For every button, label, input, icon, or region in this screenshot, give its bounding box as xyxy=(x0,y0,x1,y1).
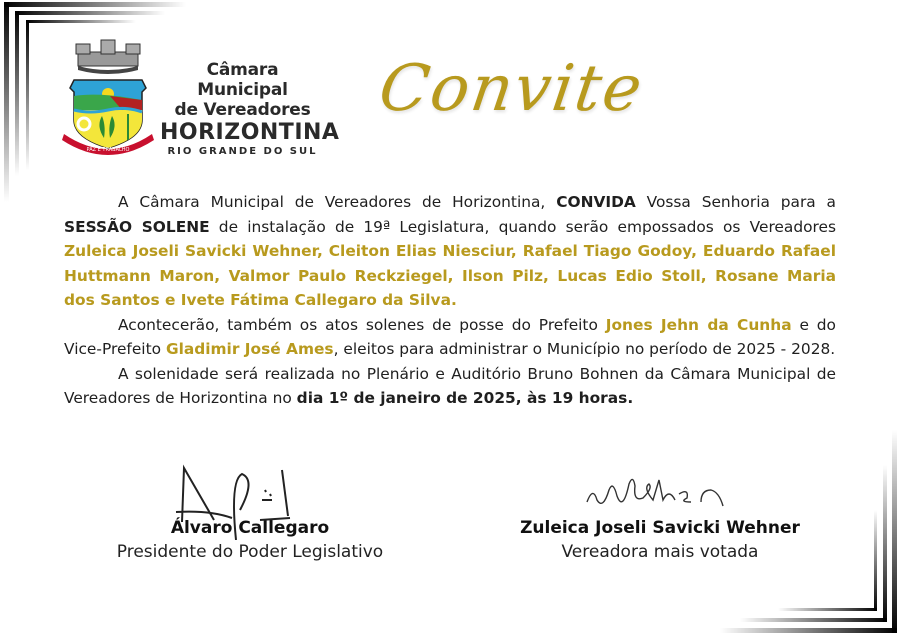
invitation-body xyxy=(64,190,836,411)
signatory-role: Vereadora mais votada xyxy=(561,542,759,562)
councillor-names: Zuleica Joseli Savicki Wehner, Cleiton Elias Niesciur, Rafael Tiago Godoy, Eduardo Rafael Huttmann Maron, Valmor Paulo Reckziegel, Ilson Pilz, Lucas Edio Stoll, Rosane Maria dos Santos e Ivete Fátima Callegaro da Silva. xyxy=(64,242,836,309)
signature-block-councillor xyxy=(505,518,815,562)
event-date-time: dia 1º de janeiro de 2025, às 19 horas. xyxy=(296,389,634,407)
paragraph-inauguration: Acontecerão, também os atos solenes de posse do Prefeito Jones Jehn da Cunha e do Vice-Prefeito Gladimir José Ames, eleitos para administrar o Município no período de 2025 - 2028. xyxy=(64,315,836,358)
organization-name xyxy=(160,60,340,158)
vice-mayor-name: Gladimir José Ames xyxy=(165,340,334,358)
mayor-name: Jones Jehn da Cunha xyxy=(605,315,792,334)
invitation-title: Convite xyxy=(374,52,649,126)
org-line-2: de Vereadores xyxy=(174,100,311,120)
crown-icon xyxy=(76,40,140,74)
org-state: RIO GRANDE DO SUL xyxy=(167,146,318,157)
signatory-name: Álvaro Callegaro xyxy=(170,518,330,538)
signature-block-president xyxy=(90,518,410,562)
session-name: SESSÃO SOLENE xyxy=(64,217,210,236)
coat-of-arms-logo xyxy=(60,38,156,160)
signatory-name: Zuleica Joseli Savicki Wehner xyxy=(520,518,800,538)
shield-icon xyxy=(70,80,146,148)
signatory-role: Presidente do Poder Legislativo xyxy=(116,542,384,562)
paragraph-venue: A solenidade será realizada no Plenário e Auditório Bruno Bohnen da Câmara Municipal de Vereadores de Horizontina no dia 1º de janeiro de 2025, às 19 horas. xyxy=(64,364,836,407)
handwritten-signature xyxy=(170,460,300,540)
invites-keyword: CONVIDA xyxy=(556,193,636,211)
org-city: HORIZONTINA xyxy=(160,120,340,145)
org-line-1: Câmara Municipal xyxy=(197,60,288,100)
motto-text: PAZ E TRABALHO xyxy=(86,147,130,153)
paragraph-invitation: A Câmara Municipal de Vereadores de Horizontina, CONVIDA Vossa Senhoria para a SESSÃO SOLENE de instalação de 19ª Legislatura, quando serão empossados os Vereadores Zuleica Joseli Savicki Wehner, Cleiton Elias Niesciur, Rafael Tiago Godoy, Eduardo Rafael Huttmann Maron, Valmor Paulo Reckziegel, Ilson Pilz, Lucas Edio Stoll, Rosane Maria dos Santos e Ivete Fátima Callegaro da Silva. xyxy=(64,193,836,309)
handwritten-signature xyxy=(583,466,743,520)
